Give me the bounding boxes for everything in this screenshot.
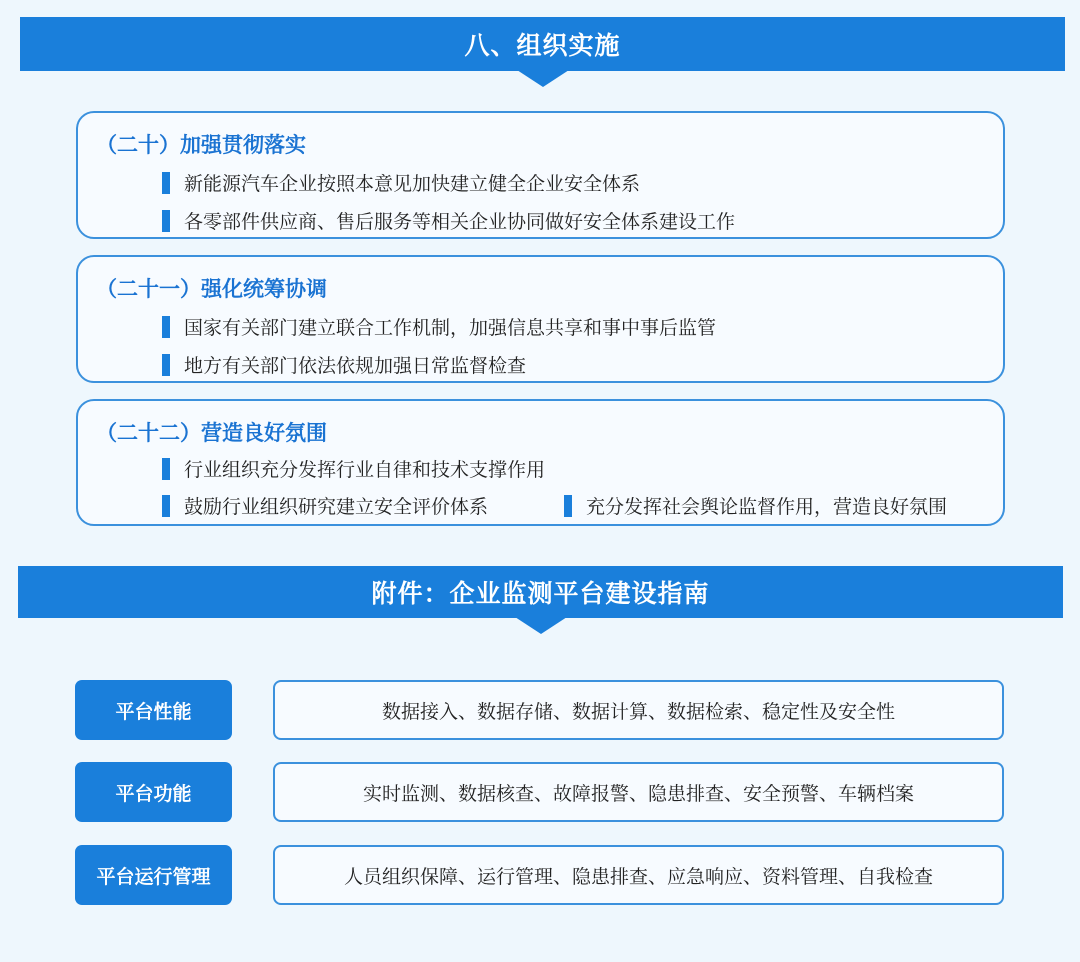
section-banner-appendix: [18, 566, 1063, 618]
bullet-text: 新能源汽车企业按照本意见加快建立健全企业安全体系: [184, 173, 641, 195]
section-banner-organization: [20, 17, 1065, 71]
platform-label: 平台功能: [75, 762, 232, 822]
bullet-bar-icon: [162, 495, 170, 517]
bullet-text: 地方有关部门依法依规加强日常监督检查: [184, 355, 527, 377]
bullet-text: 国家有关部门建立联合工作机制，加强信息共享和事中事后监管: [184, 317, 717, 339]
platform-label: 平台运行管理: [75, 845, 232, 905]
bullet-bar-icon: [162, 354, 170, 376]
bullet-text: 鼓励行业组织研究建立安全评价体系: [184, 496, 489, 518]
bullet-text: 行业组织充分发挥行业自律和技术支撑作用: [184, 459, 546, 481]
bullet-bar-icon: [162, 172, 170, 194]
section-title: （二十二）营造良好氛围: [96, 421, 327, 445]
section-card-atmosphere: [76, 399, 1005, 526]
section-title: （二十一）强化统筹协调: [96, 277, 327, 301]
banner-title: 八、组织实施: [464, 31, 621, 60]
bullet-text: 充分发挥社会舆论监督作用，营造良好氛围: [586, 496, 948, 518]
bullet-bar-icon: [162, 210, 170, 232]
bullet-item: [564, 492, 947, 519]
bullet-item: [162, 313, 716, 340]
bullet-item: [162, 455, 545, 482]
bullet-text: 各零部件供应商、售后服务等相关企业协同做好安全体系建设工作: [184, 211, 736, 233]
bullet-bar-icon: [564, 495, 572, 517]
section-card-implementation: [76, 111, 1005, 239]
bullet-item: [162, 207, 735, 234]
platform-description: 数据接入、数据存储、数据计算、数据检索、稳定性及安全性: [273, 680, 1004, 740]
bullet-item: [162, 492, 488, 519]
bullet-bar-icon: [162, 316, 170, 338]
bullet-bar-icon: [162, 458, 170, 480]
section-card-coordination: [76, 255, 1005, 383]
platform-description: 实时监测、数据核查、故障报警、隐患排查、安全预警、车辆档案: [273, 762, 1004, 822]
bullet-item: [162, 169, 640, 196]
banner-title: 附件：企业监测平台建设指南: [371, 579, 710, 608]
platform-label: 平台性能: [75, 680, 232, 740]
platform-description: 人员组织保障、运行管理、隐患排查、应急响应、资料管理、自我检查: [273, 845, 1004, 905]
section-title: （二十）加强贯彻落实: [96, 133, 306, 157]
bullet-item: [162, 351, 526, 378]
